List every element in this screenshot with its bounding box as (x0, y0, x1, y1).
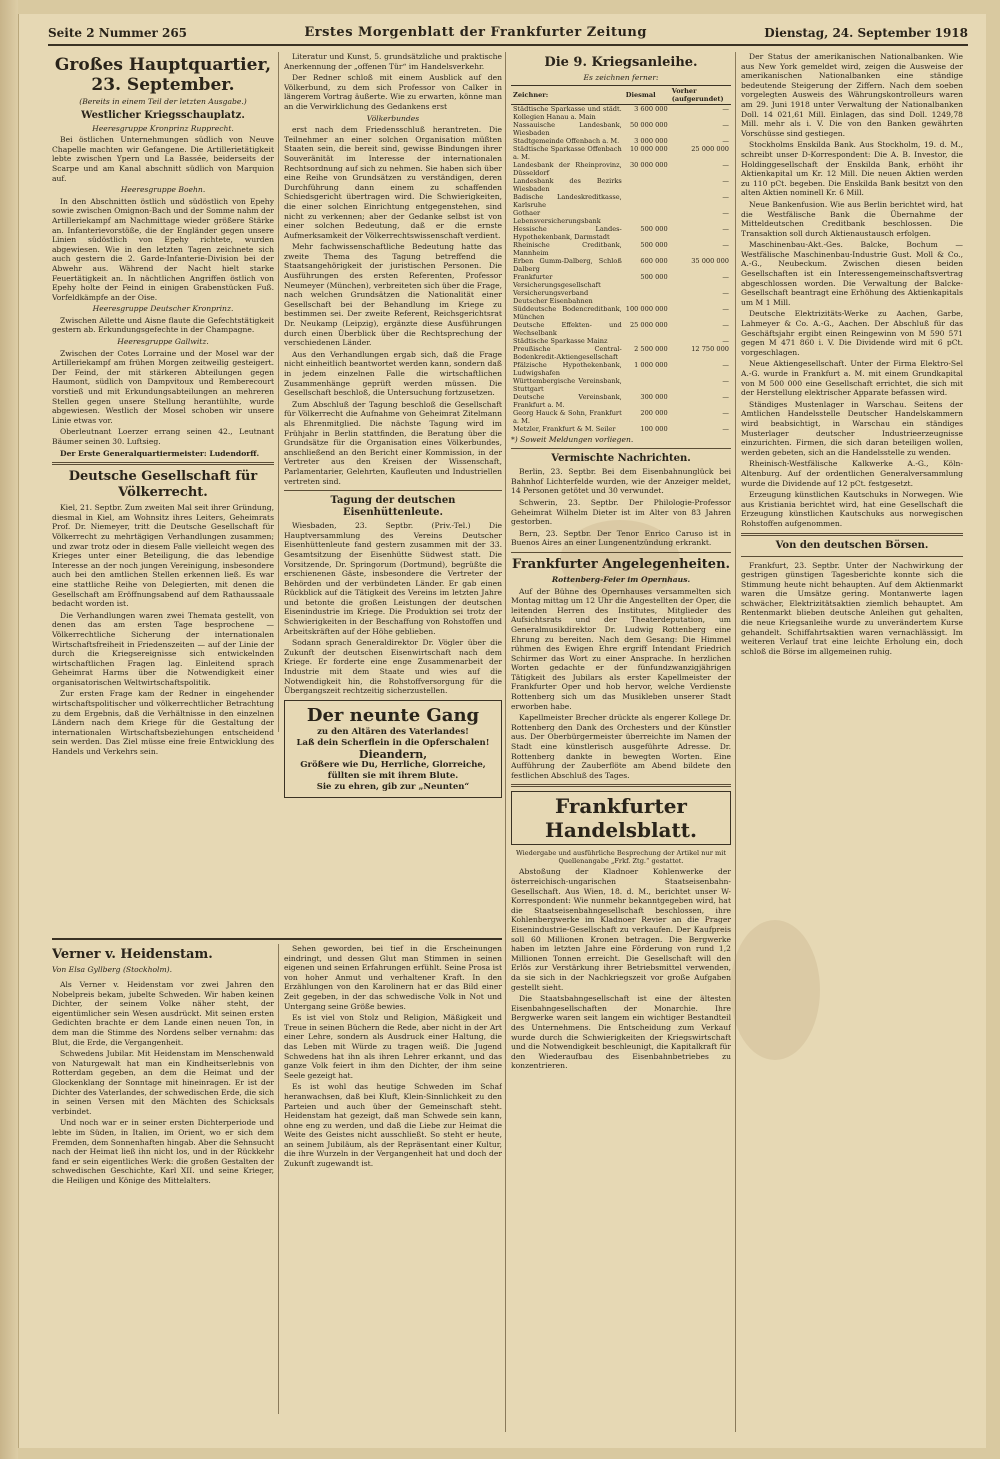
copyright-note: Wiedergabe und ausführliche Besprechung der Artikel nur mit Quellenangabe „Frkf. Ztg.“ gestattet. (516, 849, 726, 866)
subscriber-name-cell: Württembergische Vereinsbank, Stuttgart (513, 376, 622, 393)
article-paragraph: Es ist viel von Stolz und Religion, Mäßigkeit und Treue in seinen Büchern die Rede, aber nicht in der Art einer Lehre, sondern als Ausdruck einer Haltung, die das Leben mit Würde zu tragen weiß. Die Jugend Schwedens hat ihn als ihren Lehrer erkannt, und das ganze Volk feiert in ihm den Dichter, der ihm seine Seele gezeigt hat. (284, 1013, 502, 1080)
subscriber-name-cell: Stadtgemeinde Offenbach a. M. (513, 136, 620, 145)
article-paragraph: Abstoßung der Kladnoer Kohlenwerke der österreichisch-ungarischen Staatseisenbahn-Gesellschaft. Aus Wien, 18. d. M., berichtet unser W-Korrespondent: Wie nunmehr bekanntgegeben wird, hat die Staatseisenbahngesellschaft beschlossen, ihre Kohlenbergwerke im Kladnoer Revier an die Prager Eisenindustrie-Gesellschaft zu verkaufen. Der Kaufpreis soll 60 Millionen Kronen betragen. Die Bergwerke haben im letzten Jahre eine Förderung von rund 1,2 Millionen Tonnen erreicht. Die Gesellschaft will den Erlös zur Verstärkung ihrer Betriebsmittel verwenden, da sie sich in der Nachkriegszeit vor große Aufgaben gestellt sieht. (511, 867, 731, 992)
amount-cell: — (722, 176, 729, 185)
subscriber-name-cell: Deutsche Effekten- und Wechselbank (513, 320, 622, 337)
article-paragraph: Mehr fachwissenschaftliche Bedeutung hatte das zweite Thema des Tagung betreffend die Staatsangehörigkeit der juristischen Personen. Die Ausführungen des ersten Referenten, Professor Neumeyer (München), verbreiteten sich über die Frage, nach welchen Grundsätzen die Nationalität einer Gesellschaft bei der Behandlung im Kriege zu bestimmen sei. Der zweite Referent, Reichsgerichtsrat Dr. Neukamp (Leipzig), ergänzte diese Ausführungen durch einen Überblick über die Rechtsprechung der verschiedenen Länder. (284, 242, 502, 348)
article-paragraph: Ständiges Mustenlager in Warschau. Seitens der Amtlichen Handelsstelle Deutscher Handelskammern wird beabsichtigt, in Warschau ein ständiges Musterlager deutscher Industrieerzeugnisse einzurichten. Firmen, die sich daran beteiligen wollen, werden gebeten, sich an die Handelsstelle zu wenden. (741, 399, 963, 457)
amount-cell (624, 193, 670, 209)
byline: Von Elsa Gyllberg (Stockholm). (52, 965, 173, 974)
section-heading: Westlicher Kriegsschauplatz. (81, 109, 245, 121)
article-paragraph: Die Staatsbahngesellschaft ist eine der ältesten Eisenbahngesellschaften der Monarchie. Ihre Bergwerke waren seit langem ein wichtiger Bestandteil des Unternehmens. Die Entscheidung zum Verkauf wurde durch die Schwierigkeiten der Kriegswirtschaft und die Notwendigkeit beschleunigt, die Kapitalkraft für den Wiederaufbau des Eisenbahnbetriebes zu konzentrieren. (511, 994, 731, 1071)
table-row (511, 289, 731, 305)
table-row (511, 193, 731, 209)
table-footnote: *) Soweit Meldungen vorliegen. (511, 434, 634, 444)
article-paragraph: Aus den Verhandlungen ergab sich, daß die Frage nicht einheitlich beantwortet werden kann, sondern daß in jedem einzelnen Falle die wirtschaftlichen Zusammenhänge geprüft werden müssen. Die Gesellschaft beschloß, die Untersuchung fortzusetzen. (284, 349, 502, 398)
amount-cell (624, 289, 670, 305)
appeal-line: zu den Altären des Vaterlandes! (317, 726, 469, 737)
appeal-line: füllten sie mit ihrem Blute. (327, 770, 459, 781)
subscriber-name-cell: Metzler, Frankfurt & M. Seiler (513, 424, 616, 433)
article-paragraph: Berlin, 23. Septbr. Bei dem Eisenbahnunglück bei Bahnhof Lichterfelde wurden, wie der Anzeiger meldet, 14 Personen getötet und 30 verwundet. (511, 467, 731, 496)
table-row (511, 104, 731, 121)
article-paragraph: Maschinenbau-Akt.-Ges. Balcke, Bochum — Westfälische Maschinenbau-Industrie Gust. Moll & Co., A.-G., Neubeckum. Zwischen diesen beiden Gesellschaften ist ein Interessengemeinschaftsvertrag abgeschlossen worden. Die Verwaltung der Balcke-Gesellschaft beantragt eine Erhöhung des Aktienkapitals um M 1 Mill. (741, 240, 963, 307)
column-header: Zeichner: (511, 85, 624, 104)
article-paragraph: Deutsche Elektrizitäts-Werke zu Aachen, Garbe, Lahmeyer & Co. A.-G., Aachen. Der Abschluß für das Geschäftsjahr ergibt einen Reingewinn von M 590 571 gegen M 471 860 i. V. Die Dividende wird mit 6 pCt. vorgeschlagen. (741, 309, 963, 357)
amount-cell: 600 000 (640, 256, 668, 265)
article-paragraph: Der Status der amerikanischen Nationalbanken. Wie aus New York gemeldet wird, zeigen die Ausweise der amerikanischen Nationalbanken eine ständige bedeutende Steigerung der Ziffern. Nach dem soeben vorgelegten Ausweis des Währungskontrolleurs waren am 29. Juni 1918 unter Verwaltung der Nationalbanken Doll. 14 021,61 Mill. Einlagen, das sind Doll. 1249,78 Mill. mehr als i. V. Die von den Banken gewährten Vorschüsse sind gestiegen. (741, 52, 963, 138)
subheading: Heeresgruppe Kronprinz Rupprecht. (92, 123, 234, 133)
issue-date: Dienstag, 24. September 1918 (764, 26, 968, 40)
table-row (511, 345, 731, 361)
section-divider (284, 490, 502, 491)
subscriber-name-cell: Gothaer Lebensversicherungsbank (513, 208, 601, 225)
amount-cell: — (722, 304, 729, 313)
amount-cell: 500 000 (640, 272, 668, 281)
subscriber-name-cell: Städtische Sparkasse Offenbach a. M. (513, 144, 622, 161)
amount-cell: 25 000 000 (691, 144, 729, 153)
subscriber-name-cell: Städtische Sparkasse und städt. Kollegien Hanau a. Main (513, 104, 622, 121)
amount-cell: 100 000 (640, 424, 668, 433)
amount-cell: 200 000 (640, 408, 668, 417)
table-row (511, 377, 731, 393)
article-paragraph: Die Verhandlungen waren zwei Themata gestellt, von denen das am ersten Tage besprochene — Völkerrechtliche Sicherung der internationalen Wirtschaftsfreiheit in Friedenszeiten — auf der Linie der durch die Kriegsereignisse sich entwickelnden wirtschaftlichen Fragen lag. Einleitend sprach Geheimrat Harms über die Notwendigkeit einer organisatorischen Weltwirtschaftspolitik. (52, 610, 274, 687)
subscriber-name-cell: Georg Hauck & Sohn, Frankfurt a. M. (513, 408, 622, 425)
column-rule (278, 52, 279, 732)
article-paragraph: In den Abschnitten östlich und südöstlich von Epehy sowie zwischen Omignon-Bach und der Somme nahm der Artilleriekampf am Nachmittage wieder größere Stärke an. Infanterievorstöße, die der Engländer gegen unsere Linien südöstlich von Epehy richtete, wurden abgewiesen. Wie in den letzten Tagen zeichnete sich auch gestern die 2. Garde-Infanterie-Division bei der Abwehr aus. Während der Nacht hielt starke Feuertätigkeit an. In nächtlichen Angriffen östlich von Epehy holte der Feind in einigen Grabenstücken Fuß. Vorfeldkämpfe an der Oise. (52, 196, 274, 302)
subscriber-name-cell: Preußische Central-Bodenkredit-Aktiengesellschaft (513, 344, 622, 361)
column-header: Diesmal (624, 85, 670, 104)
article-paragraph: Oberleutnant Loerzer errang seinen 42., Leutnant Bäumer seinen 30. Luftsieg. (52, 427, 274, 446)
amount-cell: 10 000 000 (629, 144, 668, 153)
amount-cell: — (722, 192, 729, 201)
subheading: Heeresgruppe Boehn. (120, 185, 206, 195)
table-row (511, 393, 731, 409)
article-paragraph: Zur ersten Frage kam der Redner in eingehender wirtschaftspolitischer und völkerrechtlicher Betrachtung zu dem Ergebnis, daß die Verhältnisse in den einzelnen Ländern nach dem Kriege für die Gestaltung der internationalen Wirtschaftsbeziehungen entscheidend sein werden. Das Ziel müsse eine freie Entwicklung des Handels und Verkehrs sein. (52, 689, 274, 757)
article-paragraph: Schwedens Jubilar. Mit Heidenstam im Menschenwald von Naturgewalt hat man ein Kindheitserlebnis von Rotterdam gegeben, an dem die Heimat und der Glockenklang der Sonntage mit hineinragen. Er ist der Dichter des Vaterlandes, der schwedischen Erde, die sich in seinen Versen mit den Mächten des Schicksals verbindet. (52, 1049, 274, 1116)
amount-cell (624, 209, 670, 225)
feuilleton-column-2 (284, 944, 502, 1410)
article-paragraph: Bei östlichen Unternehmungen südlich von Neuve Chapelle machten wir Gefangene. Die Artillerietätigkeit lebte zwischen Ypern und La Bassée, beiderseits der Scarpe und am Kanal abschnitt südlich von Marquion auf. (52, 135, 274, 183)
subscriber-name-cell: Erben Gumm-Dalberg, Schloß Dalberg (513, 256, 622, 273)
headline-vermischte: Vermischte Nachrichten. (551, 453, 691, 465)
amount-cell: — (722, 336, 729, 345)
appeal-line: Sie zu ehren, gib zur „Neunten“ (316, 781, 470, 792)
section-divider (511, 784, 731, 787)
article-paragraph: Auf der Bühne des Opernhauses versammelten sich Montag mittag um 12 Uhr die Angestellten der Oper, die leitenden Herren des Institutes, Mitglieder des Aufsichtsrats und der Theaterdeputation, um Generalmusikdirektor Dr. Ludwig Rottenberg eine Ehrung zu bereiten. Nach dem Gesang: Die Himmel rühmen des Ewigen Ehre ergriff Intendant Friedrich Schirmer das Wort zu einer Ansprache. In herzlichen Worten gedachte er der fünfundzwanzigjährigen Tätigkeit des Jubilars als erster Kapellmeister der Frankfurter Oper und hob hervor, welche Verdienste Rottenberg sich um das Musikleben unserer Stadt erworben habe. (511, 586, 731, 711)
amount-cell: 2 500 000 (634, 344, 668, 353)
headline-heidenstam: Verner v. Heidenstam. (52, 947, 213, 962)
subscriber-name-cell: Versicherungsverband Deutscher Eisenbahnen (513, 288, 593, 305)
table-row (511, 241, 731, 257)
amount-cell (624, 177, 670, 193)
amount-cell: — (722, 320, 729, 329)
amount-cell: 100 000 000 (625, 304, 668, 313)
article-paragraph: Zwischen Ailette und Aisne flaute die Gefechtstätigkeit gestern ab. Erkundungsgefechte in der Champagne. (52, 315, 274, 335)
article-paragraph: Und noch war er in seiner ersten Dichterperiode und lebte im Süden, in Italien, im Orient, wo er sich dem Fremden, dem Sonnenhaften hingab. Aber die Sehnsucht nach der Heimat ließ ihn nicht los, und in der Rückkehr fand er sein eigentliches Werk: die großen Gestalten der schwedischen Geschichte, Karl XII. und seine Krieger, die Heiligen und Könige des Mittelalters. (52, 1118, 274, 1185)
amount-cell: 12 750 000 (691, 344, 729, 353)
table-row (511, 225, 731, 241)
article-paragraph: Als Verner v. Heidenstam vor zwei Jahren den Nobelpreis bekam, jubelte Schweden. Wir haben keinen Dichter, der seinem Volke näher steht, der eigentümlicher sein Wesen ausdrückt. Mit seinen ersten Gedichten brachte er dem Lande einen neuen Ton, in dem man die Stimme des Nordens selber vernahm: das Blut, die Erde, die Vergangenheit. (52, 980, 274, 1047)
subheading: Rottenberg-Feier im Opernhaus. (551, 574, 691, 584)
subheading: Völkerbundes (366, 113, 420, 123)
column-4 (741, 52, 963, 1422)
page-number: Seite 2 Nummer 265 (48, 26, 188, 40)
war-loan-appeal-box (284, 700, 502, 798)
appeal-title: Der neunte Gang (306, 704, 480, 726)
signature-line: Der Erste Generalquartiermeister: Ludendorff. (60, 448, 260, 458)
amount-cell (624, 377, 670, 393)
amount-cell: 1 000 000 (634, 360, 668, 369)
section-divider (511, 448, 731, 449)
amount-cell: — (722, 104, 729, 113)
article-paragraph: Sehen geworden, bei tief in die Erscheinungen eindringt, und dessen Glut man Stimmen in seinen eigenen und seinen Erfahrungen erfühlt. Seine Prosa ist von hoher Anmut und verhaltener Kraft. In den Erzählungen von den Karolinern hat er das Bild einer Zeit gegeben, in der das schwedische Volk in Not und Untergang seine Größe bewies. (284, 944, 502, 1011)
headline-boersen: Von den deutschen Börsen. (775, 539, 929, 551)
amount-cell: 500 000 (640, 224, 668, 233)
article-paragraph: Kiel, 21. Septbr. Zum zweiten Mal seit ihrer Gründung, diesmal in Kiel, am Wohnsitz ihres Leiters, Geheimrats Prof. Dr. Niemeyer, tritt die Deutsche Gesellschaft für Völkerrecht zu mehrtägigen Verhandlungen zusammen; und zwar trotz oder in diesem Falle vielleicht wegen des Krieges unter einer Beteiligung, die das lebendige Interesse an der noch jungen Vereinigung, insbesondere auch bei den amtlichen Stellen erkennen ließ. Es war eine stattliche Reihe von Delegierten, mit denen die Gesellschaft am Eröffnungsabend auf dem Rathaussaale bedacht worden ist. (52, 503, 274, 609)
article-paragraph: Stockholms Enskilda Bank. Aus Stockholm, 19. d. M., schreibt unser D-Korrespondent: Die A. B. Investor, die Holdinggesellschaft der Enskilda Bank, erhöht ihr Aktienkapital um Kr. 12 Mill. Die neuen Aktien werden zu 110 pCt. begeben. Die Enskilda Bank besitzt von den alten Aktien nominell Kr. 6 Mill. (741, 140, 963, 198)
masthead (48, 18, 968, 46)
headline-kriegsanleihe: Die 9. Kriegsanleihe. (544, 55, 698, 70)
handelsblatt-title: Frankfurter Handelsblatt. (545, 794, 697, 843)
subscriber-name-cell: Rheinische Creditbank, Mannheim (513, 240, 622, 257)
table-row (511, 161, 731, 177)
article-paragraph: Es ist wohl das heutige Schweden im Schaf heranwachsen, daß bei Kluft, Klein-Sinnlichkeit zu den Parteien und auch über der Gemeinschaft steht. Heidenstam hat gezeigt, daß man Schwede sein kann, ohne eng zu werden, und daß die Liebe zur Heimat die Weite des Geistes nicht ausschließt. So steht er heute, an seinem Jubiläum, als der Repräsentant einer Kultur, die ihre Wurzeln in der Vergangenheit hat und doch der Zukunft zugewandt ist. (284, 1082, 502, 1169)
table-row (511, 257, 731, 273)
amount-cell (624, 337, 670, 345)
paper-title: Erstes Morgenblatt der Frankfurter Zeitung (304, 25, 647, 40)
amount-cell: — (722, 408, 729, 417)
column-3 (511, 52, 731, 1422)
table-row (511, 337, 731, 345)
amount-cell: 300 000 (640, 392, 668, 401)
section-divider (511, 552, 731, 553)
article-paragraph: Zwischen der Cotes Lorraine und der Mosel war der Artilleriekampf am frühen Morgen zeitweilig gesteigert. Der Feind, der mit stärkeren Abteilungen gegen Haumont, südlich von Dampvitoux und Remberecourt vorstieß und mit Erkundungsabteilungen an mehreren Stellen gegen unsere Stellung herantühlte, wurde abgewiesen. Westlich der Mosel schoben wir unsere Linie etwas vor. (52, 348, 274, 425)
appeal-line: Größere wie Du, Herrliche, Glorreiche, (300, 759, 486, 770)
table-row (511, 121, 731, 137)
subscriber-name-cell: Nassauische Landesbank, Wiesbaden (513, 120, 622, 137)
subscriber-name-cell: Süddeutsche Bodencreditbank, München (513, 304, 622, 321)
column-rule (735, 52, 736, 1432)
subscriber-name-cell: Hessische Landes-Hypothekenbank, Darmstadt (513, 224, 622, 241)
appeal-line: Laß dein Scherflein in die Opferschalen! (296, 737, 490, 748)
table-row (511, 409, 731, 425)
subscriber-name-cell: Landesbank der Rheinprovinz, Düsseldorf (513, 160, 622, 177)
article-paragraph: Wiesbaden, 23. Septbr. (Priv.-Tel.) Die Hauptversammlung des Vereins Deutscher Eisenhüttenleute fand gestern zusammen mit der 33. Gesamtsitzung der Eisenhütte Südwest statt. Die Vorsitzende, Dr. Springorum (Dortmund), begrüßte die erschienenen Gäste, insbesondere die Vertreter der Behörden und der verbündeten Länder. Er gab einen Rückblick auf die Tätigkeit des Vereins im letzten Jahre und betonte die großen Leistungen der deutschen Eisenindustrie im Kriege. Die Produktion sei trotz der Schwierigkeiten in der Beschaffung von Rohstoffen und Arbeitskräften auf der Höhe geblieben. (284, 521, 502, 636)
article-paragraph: Der Redner schloß mit einem Ausblick auf den Völkerbund, zu dem sich Professor von Calker in längerem Vortrag äußerte. Wie zu erwarten, könne man an die Verwirklichung des Gedankens erst (284, 73, 502, 111)
binding-margin (0, 0, 18, 1459)
feuilleton-column-1 (52, 980, 274, 1410)
headline-frankfurter-angelegenheiten: Frankfurter Angelegenheiten. (511, 556, 731, 572)
amount-cell: 500 000 (640, 240, 668, 249)
subscriber-name-cell: Deutsche Vereinsbank, Frankfurt a. M. (513, 392, 622, 409)
headline-hauptquartier: Großes Hauptquartier, 23. September. (54, 55, 272, 95)
amount-cell: — (722, 208, 729, 217)
subscriber-name-cell: Badische Landeskreditkasse, Karlsruhe (513, 192, 622, 209)
article-paragraph: Bern, 23. Septbr. Der Tenor Enrico Caruso ist in Buenos Aires an einer Lungenentzündung erkrankt. (511, 528, 731, 548)
amount-cell: 50 000 000 (629, 120, 668, 129)
amount-cell: — (722, 288, 729, 297)
table-row (511, 137, 731, 145)
table-row (511, 145, 731, 161)
table-row (511, 273, 731, 289)
table-row (511, 177, 731, 193)
column-rule (278, 944, 279, 1414)
article-paragraph: Literatur und Kunst, 5. grundsätzliche und praktische Anerkennung der „offenen Tür“ im Handelsverkehr. (284, 52, 502, 71)
article-paragraph: Erzeugung künstlichen Kautschuks in Norwegen. Wie aus Kristiania berichtet wird, hat eine Gesellschaft die Erzeugung künstlichen Kautschuks aus norwegischen Rohstoffen aufgenommen. (741, 490, 963, 528)
subheading: Heeresgruppe Gallwitz. (117, 337, 209, 347)
article-paragraph: Kapellmeister Brecher drückte als engerer Kollege Dr. Rottenberg den Dank des Orchesters und der Künstler aus. Der Oberbürgermeister überreichte im Namen der Stadt eine künstlerisch ausgeführte Adresse. Dr. Rottenberg dankte in bewegten Worten. Eine Aufführung der Zauberflöte am Abend bildete den festlichen Abschluß des Tages. (511, 713, 731, 780)
table-header-row (511, 85, 731, 104)
appeal-line: Dieandern, (358, 747, 428, 761)
column-1 (52, 52, 274, 932)
article-paragraph: Neue Aktiengesellschaft. Unter der Firma Elektro-Sel A.-G. wurde in Frankfurt a. M. mit einem Grundkapital von M 500 000 eine Gesellschaft errichtet, die sich mit der Herstellung elektrischer Apparate befassen wird. (741, 359, 963, 398)
table-row (511, 425, 731, 433)
table-row (511, 305, 731, 321)
column-rule (505, 52, 506, 1432)
table-row (511, 209, 731, 225)
amount-cell: — (722, 136, 729, 145)
article-paragraph: Frankfurt, 23. Septbr. Unter der Nachwirkung der gestrigen günstigen Tagesberichte konnte sich die Stimmung heute nicht behaupten. Auf dem Aktienmarkt waren die Umsätze gering. Montanwerte lagen schwächer, Elektrizitätsaktien ziemlich behauptet. Am Rentenmarkt blieben deutsche Anleihen gut gehalten, die neue Kriegsanleihe wurde zu unverändertem Kurse gehandelt. Schiffahrtsaktien waren vernachlässigt. Im weiteren Verlauf trat eine leichte Erholung ein, doch schloß die Börse im allgemeinen ruhig. (741, 560, 963, 656)
amount-cell: 3 000 000 (634, 136, 668, 145)
section-divider (741, 556, 963, 557)
amount-cell: — (722, 224, 729, 233)
subscribers-table (511, 85, 731, 433)
amount-cell: — (722, 392, 729, 401)
headline-note: (Bereits in einem Teil der letzten Ausgabe.) (79, 97, 247, 106)
subscriber-name-cell: Landesbank des Bezirks Wiesbaden (513, 176, 622, 193)
headline-voelkerrecht: Deutsche Gesellschaft für Völkerrecht. (68, 469, 258, 501)
amount-cell: — (722, 120, 729, 129)
amount-cell: — (722, 360, 729, 369)
subscriber-name-cell: Pfälzische Hypothekenbank, Ludwigshafen (513, 360, 622, 377)
subheading: Es zeichnen ferner: (583, 73, 659, 82)
article-paragraph: Sodann sprach Generaldirektor Dr. Vögler über die Zukunft der deutschen Eisenwirtschaft nach dem Kriege. Er forderte eine enge Zusammenarbeit der Industrie mit dem Staate und wies auf die Notwendigkeit hin, die Rohstoffversorgung für die Übergangszeit rechtzeitig sicherzustellen. (284, 638, 502, 696)
section-divider (52, 938, 502, 940)
table-row (511, 361, 731, 377)
handelsblatt-banner (511, 791, 731, 845)
amount-cell: 3 600 000 (634, 104, 668, 113)
article-paragraph: Zum Abschluß der Tagung beschloß die Gesellschaft für Völkerrecht die Aufnahme von Geheimrat Zitelmann als Ehrenmitglied. Die nächste Tagung wird im Frühjahr in Berlin stattfinden, die Beratung über die Grundsätze für die Organisation eines Völkerbundes, anschließend an den Bericht einer Kommission, in der Vertreter aus den Kreisen der Wissenschaft, Parlamentarier, Gelehrten, Kaufleuten und Industriellen vertreten sind. (284, 399, 502, 486)
amount-cell: — (722, 272, 729, 281)
amount-cell: — (722, 376, 729, 385)
subscriber-name-cell: Städtische Sparkasse Mainz (513, 336, 608, 345)
section-divider (52, 462, 274, 465)
amount-cell: — (722, 160, 729, 169)
article-paragraph: Neue Bankenfusion. Wie aus Berlin berichtet wird, hat die Westfälische Bank die Übernahme der Mitteldeutschen Creditbank beschlossen. Die Transaktion soll durch Aktienaustausch erfolgen. (741, 199, 963, 238)
amount-cell: 30 000 000 (629, 160, 668, 169)
column-header: Vorher (aufgerundet) (670, 85, 731, 104)
table-row (511, 321, 731, 337)
amount-cell: — (722, 240, 729, 249)
subheading: Heeresgruppe Deutscher Kronprinz. (92, 304, 234, 314)
amount-cell: — (722, 424, 729, 433)
subscriber-name-cell: Frankfurter Versicherungsgesellschaft (513, 272, 601, 289)
article-paragraph: Schwerin, 23. Septbr. Der Philologie-Professor Geheimrat Wilhelm Dieter ist im Alter von 83 Jahren gestorben. (511, 497, 731, 527)
headline-eisenhuetten: Tagung der deutschen Eisenhüttenleute. (330, 495, 456, 519)
section-divider (741, 533, 963, 536)
amount-cell: 25 000 000 (629, 320, 668, 329)
article-paragraph: Rheinisch-Westfälische Kalkwerke A.-G., Köln-Altenburg. Auf der ordentlichen Generalversammlung wurde die Dividende auf 12 pCt. festgesetzt. (741, 459, 963, 488)
amount-cell: 35 000 000 (691, 256, 729, 265)
column-2 (284, 52, 502, 932)
article-paragraph: erst nach dem Friedensschluß herantreten. Die Teilnehmer an einer solchen Organisation müßten Staaten sein, die bereit sind, gewisse Bindungen ihrer Souveränität im Interesse der internationalen Rechtsordnung auf sich zu nehmen. Sie haben sich über eine Reihe von Grundsätzen zu verständigen, deren Durchführung dann einem zu schaffenden Schiedsgericht übertragen wird. Die Schwierigkeiten, die einer solchen Einrichtung entgegenstehen, sind nicht zu verkennen; aber der Gedanke selbst ist von einer solchen Bedeutung, daß er die ernste Aufmerksamkeit der Völkerrechtswissenschaft verdient. (284, 125, 502, 240)
